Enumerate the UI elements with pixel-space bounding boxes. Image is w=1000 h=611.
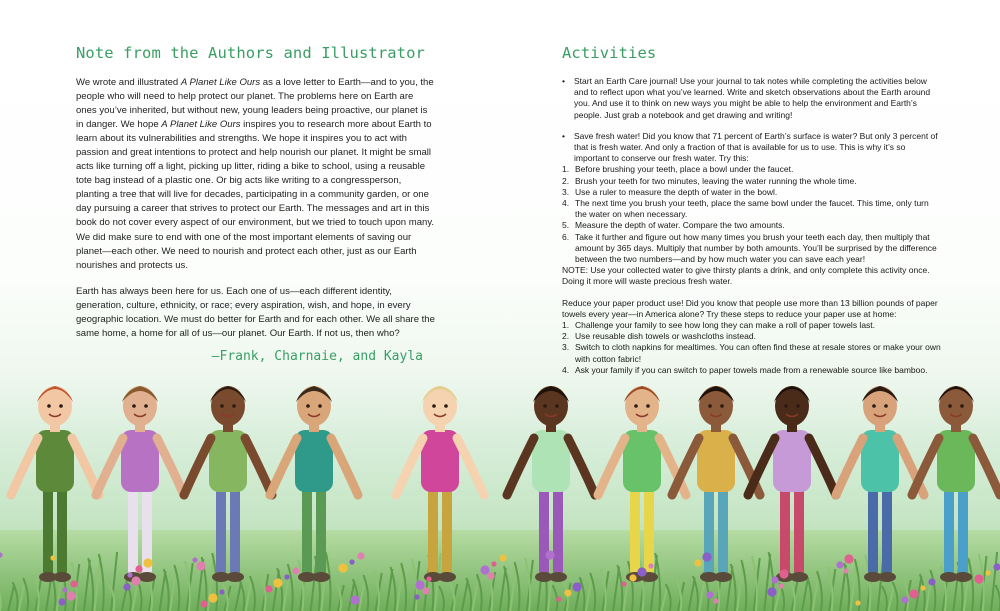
- flower: [192, 557, 197, 562]
- flower: [491, 561, 496, 566]
- step-number: 6.: [562, 231, 570, 242]
- step-number: 2.: [562, 175, 570, 186]
- water-steps-item: [562, 220, 942, 231]
- flower: [545, 550, 554, 559]
- flower: [135, 565, 142, 572]
- signature: —Frank, Charnaie, and Kayla: [211, 348, 423, 364]
- flower: [58, 598, 65, 605]
- flower: [901, 596, 908, 603]
- flower: [487, 572, 494, 579]
- flower: [572, 582, 581, 591]
- paper-steps-item: [562, 342, 942, 364]
- flower: [426, 576, 431, 581]
- water-steps-item: [562, 187, 942, 198]
- flower: [920, 585, 925, 590]
- paper-intro: Reduce your paper product use! Did you know that people use more than 13 billion pounds of paper towels every year—in America alone? Try these steps to reduce your paper use at home:: [562, 297, 938, 319]
- flower: [928, 578, 935, 585]
- flower: [265, 585, 272, 592]
- flower: [564, 589, 571, 596]
- step-text: Take it further and figure out how many times you brush your teeth each day, then multiply that amount by 365 days. Multiply that number by both amounts. You’ll be surprised by the difference between the two numbers—and by how much water you can save each year!: [575, 231, 937, 265]
- step-text: Ask your family if you can switch to paper towels made from a renewable source like bamboo.: [575, 364, 928, 375]
- note-paragraph-1: We wrote and illustrated A Planet Like Ours as a love letter to Earth—and to you, the people who will need to help protect our planet. The problems here on Earth are ones you’ve inherited, but without new, young leaders being proactive, our planet is in danger. We hope A Planet Like Ours inspires you to research more about Earth to learn about its vulnerabilities and strengths. We hope it inspires you to act with passion and great intentions to protect and help nourish our planet. It might be small acts like turning off a light, picking up litter, riding a bike to school, using a reusable tote bag instead of a plastic one. Or big acts like writing to a congressperson, planting a tree that will live for decades, participating in a community garden, or one day pursuing a career that strives to protect our Earth. The messages and art in this book do not cover every aspect of our environment, but we tried to touch upon many. We did make sure to end with one of the most important elements of saving our planet—each other. We need to nourish and protect each other, just as our Earth nourishes and protects us.: [76, 77, 435, 271]
- water-steps-item: [562, 198, 942, 220]
- step-text: Before brushing your teeth, place a bowl under the faucet.: [575, 164, 794, 175]
- children-holding-hands-illustration: [0, 380, 1000, 611]
- flower: [648, 563, 653, 568]
- flower: [422, 587, 429, 594]
- flower: [637, 567, 646, 576]
- step-text: Switch to cloth napkins for mealtimes. You can often find these at resale stores or make your own with cotton fabric!: [575, 342, 941, 364]
- flower: [415, 580, 424, 589]
- flower: [62, 587, 67, 592]
- step-number: 1.: [562, 164, 570, 175]
- flower: [713, 598, 718, 603]
- activity-water: [562, 131, 942, 165]
- right-page: [562, 44, 942, 376]
- water-steps-item: [562, 164, 942, 175]
- flower: [843, 568, 848, 573]
- flower: [200, 600, 207, 607]
- flower: [779, 569, 788, 578]
- paper-steps-item: [562, 331, 942, 342]
- step-text: Use a ruler to measure the depth of water in the bowl.: [575, 186, 778, 197]
- activity-journal: • Start an Earth Care journal! Use your journal to tak notes while completing the activities below and to reflect upon what you’ve learned. Write and sketch observations about the Earth around you. And use it to think on new ways you might be able to help the environment and Earth’s people. Just grab a notebook and get drawing and writing!: [562, 76, 942, 121]
- flower: [480, 565, 489, 574]
- flower: [767, 587, 776, 596]
- step-number: 4.: [562, 364, 570, 375]
- flower: [844, 554, 853, 563]
- flower: [985, 570, 990, 575]
- flower: [621, 581, 626, 586]
- flower: [219, 589, 224, 594]
- flower: [349, 559, 354, 564]
- note-paragraph-2: Earth has always been here for us. Each one of us—each different identity, generation, culture, ethnicity, or race; every aspiration, wish, and hope, in every geographic location. We must do better for Earth and for each other. We all share the same home, a home for all of us—our planet. Our Earth. If not us, then who?: [76, 285, 435, 339]
- flower: [414, 594, 419, 599]
- flower: [127, 572, 132, 577]
- flower: [350, 595, 359, 604]
- flower: [70, 580, 77, 587]
- step-text: The next time you brush your teeth, place the same bowl under the faucet. This time, only turn the water on when necessary.: [575, 198, 929, 220]
- activities-body: [562, 76, 942, 376]
- paper-steps-list: [562, 320, 942, 376]
- step-text: Challenge your family to see how long they can make a roll of paper towels last.: [575, 320, 876, 331]
- flower: [131, 576, 140, 585]
- flower: [66, 591, 75, 600]
- step-number: 3.: [562, 186, 570, 197]
- step-number: 5.: [562, 220, 570, 231]
- flower: [196, 561, 205, 570]
- step-number: 1.: [562, 320, 570, 331]
- water-steps-list: [562, 164, 942, 265]
- water-intro: • Save fresh water! Did you know that 71 percent of Earth’s surface is water? But only 3 percent of that is fresh water. And only a fraction of that is available for us to use. This is why it’s so important to conserve our fresh water. Try this:: [574, 130, 938, 164]
- step-number: 4.: [562, 198, 570, 209]
- flower: [778, 583, 783, 588]
- step-number: 3.: [562, 342, 570, 353]
- flower: [694, 559, 701, 566]
- flower: [702, 552, 711, 561]
- flower: [909, 589, 918, 598]
- flower: [771, 576, 778, 583]
- step-number: 2.: [562, 331, 570, 342]
- flower: [50, 555, 55, 560]
- flower: [357, 552, 364, 559]
- flower: [273, 578, 282, 587]
- activities-title: Activities: [562, 44, 657, 62]
- step-text: Measure the depth of water. Compare the two amounts.: [575, 220, 785, 231]
- water-steps-item: [562, 232, 942, 266]
- flower: [208, 593, 217, 602]
- left-page: [76, 44, 436, 364]
- note-title: Note from the Authors and Illustrator: [76, 44, 425, 62]
- water-note: NOTE: Use your collected water to give thirsty plants a drink, and only complete this activity once. Doing it more will waste precious fresh water.: [562, 265, 930, 287]
- step-text: Brush your teeth for two minutes, leaving the water running the whole time.: [575, 175, 857, 186]
- flower: [974, 574, 983, 583]
- water-steps-item: [562, 176, 942, 187]
- flower: [284, 574, 289, 579]
- flower: [855, 600, 860, 605]
- flower: [338, 563, 347, 572]
- flower: [499, 554, 506, 561]
- step-text: Use reusable dish towels or washcloths instead.: [575, 331, 756, 342]
- paper-steps-item: [562, 320, 942, 331]
- flower: [123, 583, 130, 590]
- flower: [629, 574, 636, 581]
- flower: [143, 558, 152, 567]
- flower: [836, 561, 843, 568]
- flower: [706, 591, 713, 598]
- flower: [292, 567, 299, 574]
- flower: [556, 596, 561, 601]
- paper-steps-item: [562, 365, 942, 376]
